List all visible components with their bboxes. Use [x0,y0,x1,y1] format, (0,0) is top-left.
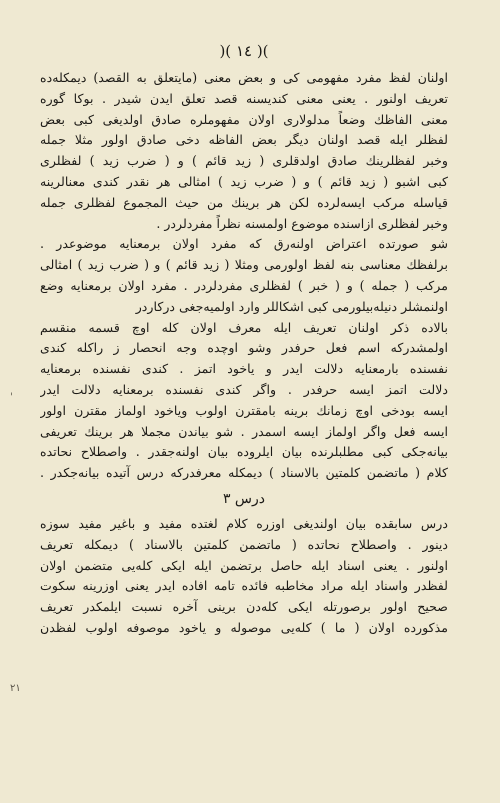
page-number: )( ١٤ )( [219,42,269,60]
text-line: لفظلر ایله قصد اولنان دیگر بعض الفاظه دخی صادق اولور مثلا جمله [40,132,448,148]
text-line: برلفظك معناسی بنه لفظ اولورمی ومثلا ( زید قائم ) و ( ضرب زید ) امثالی [40,257,448,273]
text-line: کلام ( ماتضمن کلمتین بالاسناد ) دیمکله معرفدرکه درس آتیده بیانه‌جکدر . [40,465,448,481]
text-line: دلالت اتمز ایسه حرفدر . واگر کندی نفسنده برمعنایه دلالت ایدر [40,381,448,397]
text-line: اولمشدرکه اسم فعل حرفدر وشو اوچده وجه انحصار ز راکله کندی [40,340,448,356]
text-line: درس سابقده بیان اولندیغی اوزره کلام لغتده مفید و باغیر مفید سوزه [40,515,448,531]
text-line: اولنور . یعنی اسناد ایله حاصل برتضمن ایله ایکی کله‌یی متضمن اولان [40,557,448,573]
text-line: وخبر لفظلری ازاسنده موضوع اولمسنه نظراً مفردلردر . [156,215,448,231]
lesson-heading: درس ٣ [222,490,266,507]
text-line: ایسه فعل واگر اولماز ایسه اسمدر . شو بیاندن مجملا هر برینك تعریفی [40,423,448,439]
paragraph-1 [40,68,448,234]
text-line: اولنمشلر دنیله‌بیلورمی کبی اشکاللر وارد اولمیه‌جغی درکاردر [135,298,448,314]
text-line: شو صورتده اعتراض اولنه‌رق که مفرد اولان برمعنایه موضوعدر . [40,236,448,252]
text-line: بالاده ذکر اولنان تعریف ایله معرف اولان کله اوچ قسمه منقسم [40,319,448,335]
text-line: صحیح اولور برصورتله ایکی کله‌دن برینی آخره نسبت ایلمکدر تعریف [40,599,448,615]
text-line: معنی الفاظك وضعاً مدلولاری اولان مفهوملره صادق اولدیغی کبی بعض [40,111,448,127]
paragraph-3 [40,318,448,484]
margin-note: ' [10,392,13,403]
text-line: مذکورده اولان ( ما ) کله‌یی موصوله و یاخود موصوفه اولوب لفظدن [40,619,448,635]
paragraph-2 [40,234,448,317]
text-line: دینور . واصطلاح نحاتده ( ماتضمن کلمتین بالاسناد ) دیمکله تعریف [40,536,448,552]
text-line: اولنان لفظ مفرد مفهومی کی و بعض معنی (مایتعلق به القصد) دیمکله‌ده [40,70,448,85]
text-line: وخبر لفظلرینك صادق اولدقلری ( زید قائم ) و ( ضرب زید ) لفظلری [40,153,448,169]
text-line: لفظدر واسناد ایله مراد مخاطبه فائده تامه افاده ایدر یعنی اوزرینه سکوت [40,578,448,594]
text-line: تعریف اولنور . یعنی معنی کندیسنه قصد تعلق ایدن شیدر . بوکا گوره [40,90,448,106]
text-line: کبی اشبو ( زید قائم ) و ( ضرب زید ) امثالی هر نقدر کندی معنالرینه [40,173,448,189]
text-line: مرکب ( جمله ) و ( خبر ) لفظلری مفردلردر . مفرد اولان برمعنایه وضع [40,277,448,293]
text-line: قیاسله مرکب ایسه‌لرده لکن هر برینك من حیث المجموع لفظلری جمله [40,194,448,210]
text-line: ایسه بودخی اوچ زمانك برینه بامقترن اولوب ویاخود اولماز مقترن اولور [40,402,448,418]
margin-note: ٢١ [10,683,21,694]
text-line: بیانه‌جکی کبی مطلبلرنده بیان ایلروده بیان اولنه‌جقدر . واصطلاح نحاتده [40,444,448,460]
paragraph-4 [40,514,448,639]
text-line: نفسنده بارمعنایه دلالت ایدر و یاخود اتمز . کندی نفسنده برمعنایه [40,361,448,377]
